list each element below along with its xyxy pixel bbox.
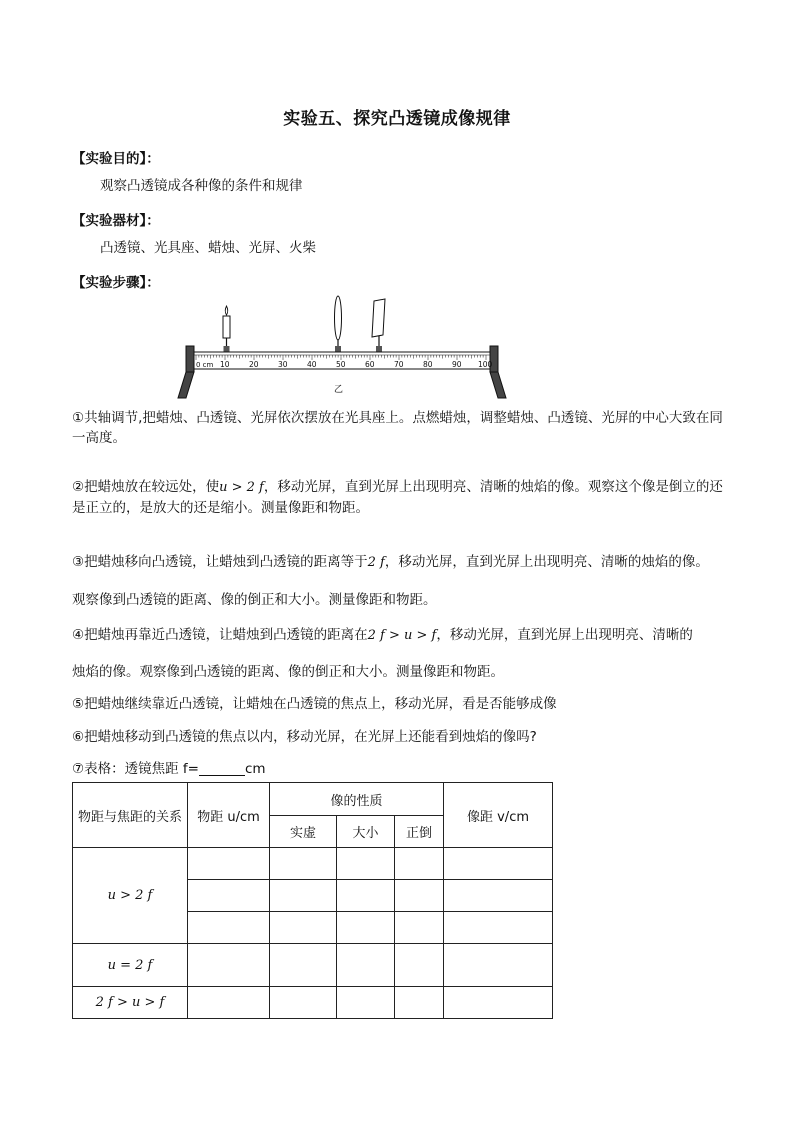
table-cell[interactable] bbox=[395, 944, 444, 987]
step-7-text-b: cm bbox=[244, 761, 266, 777]
purpose-heading: 【实验目的】： bbox=[72, 151, 160, 167]
table-cell[interactable] bbox=[337, 987, 395, 1019]
step-3-continued: 观察像到凸透镜的距离、像的倒正和大小。测量像距和物距。 bbox=[72, 592, 437, 608]
table-cell[interactable] bbox=[188, 848, 270, 880]
step-2-formula: u > 2 f bbox=[219, 480, 264, 495]
diagram-caption: 乙 bbox=[334, 385, 344, 395]
equipment-text: 凸透镜、光具座、蜡烛、光屏、火柴 bbox=[100, 240, 316, 256]
step-4 bbox=[72, 625, 728, 646]
step-3 bbox=[72, 552, 728, 573]
tick-label: 90 bbox=[452, 360, 462, 369]
equipment-heading: 【实验器材】： bbox=[72, 213, 160, 229]
step-4-formula: 2 f > u > f bbox=[367, 628, 437, 643]
step-4-text-b: ，移动光屏，直到光屏上出现明亮、清晰的 bbox=[436, 627, 693, 643]
scale-unit-label: 0 cm bbox=[196, 361, 214, 369]
header-object-distance: 物距 u/cm bbox=[188, 783, 270, 848]
left-leg bbox=[178, 372, 194, 398]
step-7 bbox=[72, 759, 728, 779]
experiment-table bbox=[72, 782, 553, 1019]
step-2 bbox=[72, 477, 728, 518]
table-cell[interactable] bbox=[444, 944, 553, 987]
step-1: ①共轴调节,把蜡烛、凸透镜、光屏依次摆放在光具座上。点燃蜡烛，调整蜡烛、凸透镜、光屏的中心大致在同一高度。 bbox=[72, 410, 723, 446]
row-label-u-gt-2f: u > 2 f bbox=[73, 848, 188, 944]
table-cell[interactable] bbox=[270, 912, 337, 944]
step-7-text-a: ⑦表格：透镜焦距 f= bbox=[72, 761, 199, 777]
tick-label: 20 bbox=[249, 360, 259, 369]
optical-bench-diagram bbox=[172, 294, 512, 400]
table-cell[interactable] bbox=[337, 880, 395, 912]
table-cell[interactable] bbox=[395, 848, 444, 880]
focal-length-blank[interactable] bbox=[199, 761, 245, 776]
table-cell[interactable] bbox=[188, 912, 270, 944]
page-title: 实验五、探究凸透镜成像规律 bbox=[283, 109, 511, 129]
step-3-text-a: ③把蜡烛移向凸透镜，让蜡烛到凸透镜的距离等于 bbox=[72, 554, 368, 570]
purpose-text: 观察凸透镜成各种像的条件和规律 bbox=[100, 178, 303, 194]
row-label-2f-gt-u-gt-f: 2 f > u > f bbox=[73, 987, 188, 1019]
tick-label: 50 bbox=[336, 360, 346, 369]
table-cell[interactable] bbox=[188, 944, 270, 987]
left-post bbox=[186, 346, 194, 372]
step-2-text-b: ，移动光屏，直到光屏上出现明亮、清晰的烛焰的像。观察这个像是倒立的还是正立的，是放大的还是缩小。测量像距和物距。 bbox=[72, 479, 723, 516]
header-size: 大小 bbox=[337, 816, 395, 848]
table-cell[interactable] bbox=[395, 880, 444, 912]
table-cell[interactable] bbox=[337, 944, 395, 987]
light-screen bbox=[372, 299, 385, 354]
step-5: ⑤把蜡烛继续靠近凸透镜，让蜡烛在凸透镜的焦点上，移动光屏，看是否能够成像 bbox=[72, 696, 557, 712]
tick-label: 70 bbox=[394, 360, 404, 369]
step-3-text-b: ，移动光屏，直到光屏上出现明亮、清晰的烛焰的像。 bbox=[384, 554, 709, 570]
table-cell[interactable] bbox=[270, 987, 337, 1019]
table-cell[interactable] bbox=[270, 848, 337, 880]
table-cell[interactable] bbox=[270, 880, 337, 912]
table-cell[interactable] bbox=[444, 880, 553, 912]
header-orientation: 正倒 bbox=[395, 816, 444, 848]
table-cell[interactable] bbox=[337, 912, 395, 944]
tick-label: 10 bbox=[220, 360, 230, 369]
table-cell[interactable] bbox=[337, 848, 395, 880]
header-relation: 物距与焦距的关系 bbox=[73, 783, 188, 848]
header-image-nature: 像的性质 bbox=[270, 783, 444, 816]
table-cell[interactable] bbox=[395, 912, 444, 944]
row-label-u-eq-2f: u = 2 f bbox=[73, 944, 188, 987]
table-cell[interactable] bbox=[188, 880, 270, 912]
header-real-virtual: 实虚 bbox=[270, 816, 337, 848]
step-2-text-a: ②把蜡烛放在较远处，使 bbox=[72, 479, 220, 495]
table-cell[interactable] bbox=[188, 987, 270, 1019]
table-cell[interactable] bbox=[395, 987, 444, 1019]
table-cell[interactable] bbox=[444, 987, 553, 1019]
right-leg bbox=[490, 372, 506, 398]
table-cell[interactable] bbox=[270, 944, 337, 987]
tick-label: 40 bbox=[307, 360, 317, 369]
table-cell[interactable] bbox=[444, 912, 553, 944]
step-4-continued: 烛焰的像。观察像到凸透镜的距离、像的倒正和大小。测量像距和物距。 bbox=[72, 664, 504, 680]
header-image-distance: 像距 v/cm bbox=[444, 783, 553, 848]
table-cell[interactable] bbox=[444, 848, 553, 880]
tick-label: 30 bbox=[278, 360, 288, 369]
step-4-text-a: ④把蜡烛再靠近凸透镜，让蜡烛到凸透镜的距离在 bbox=[72, 627, 368, 643]
steps-heading: 【实验步骤】： bbox=[72, 275, 160, 291]
step-3-formula: 2 f bbox=[367, 555, 385, 570]
tick-label: 80 bbox=[423, 360, 433, 369]
convex-lens bbox=[335, 296, 342, 354]
tick-label: 100 bbox=[478, 360, 493, 369]
step-6: ⑥把蜡烛移动到凸透镜的焦点以内，移动光屏，在光屏上还能看到烛焰的像吗? bbox=[72, 729, 537, 745]
tick-label: 60 bbox=[365, 360, 375, 369]
